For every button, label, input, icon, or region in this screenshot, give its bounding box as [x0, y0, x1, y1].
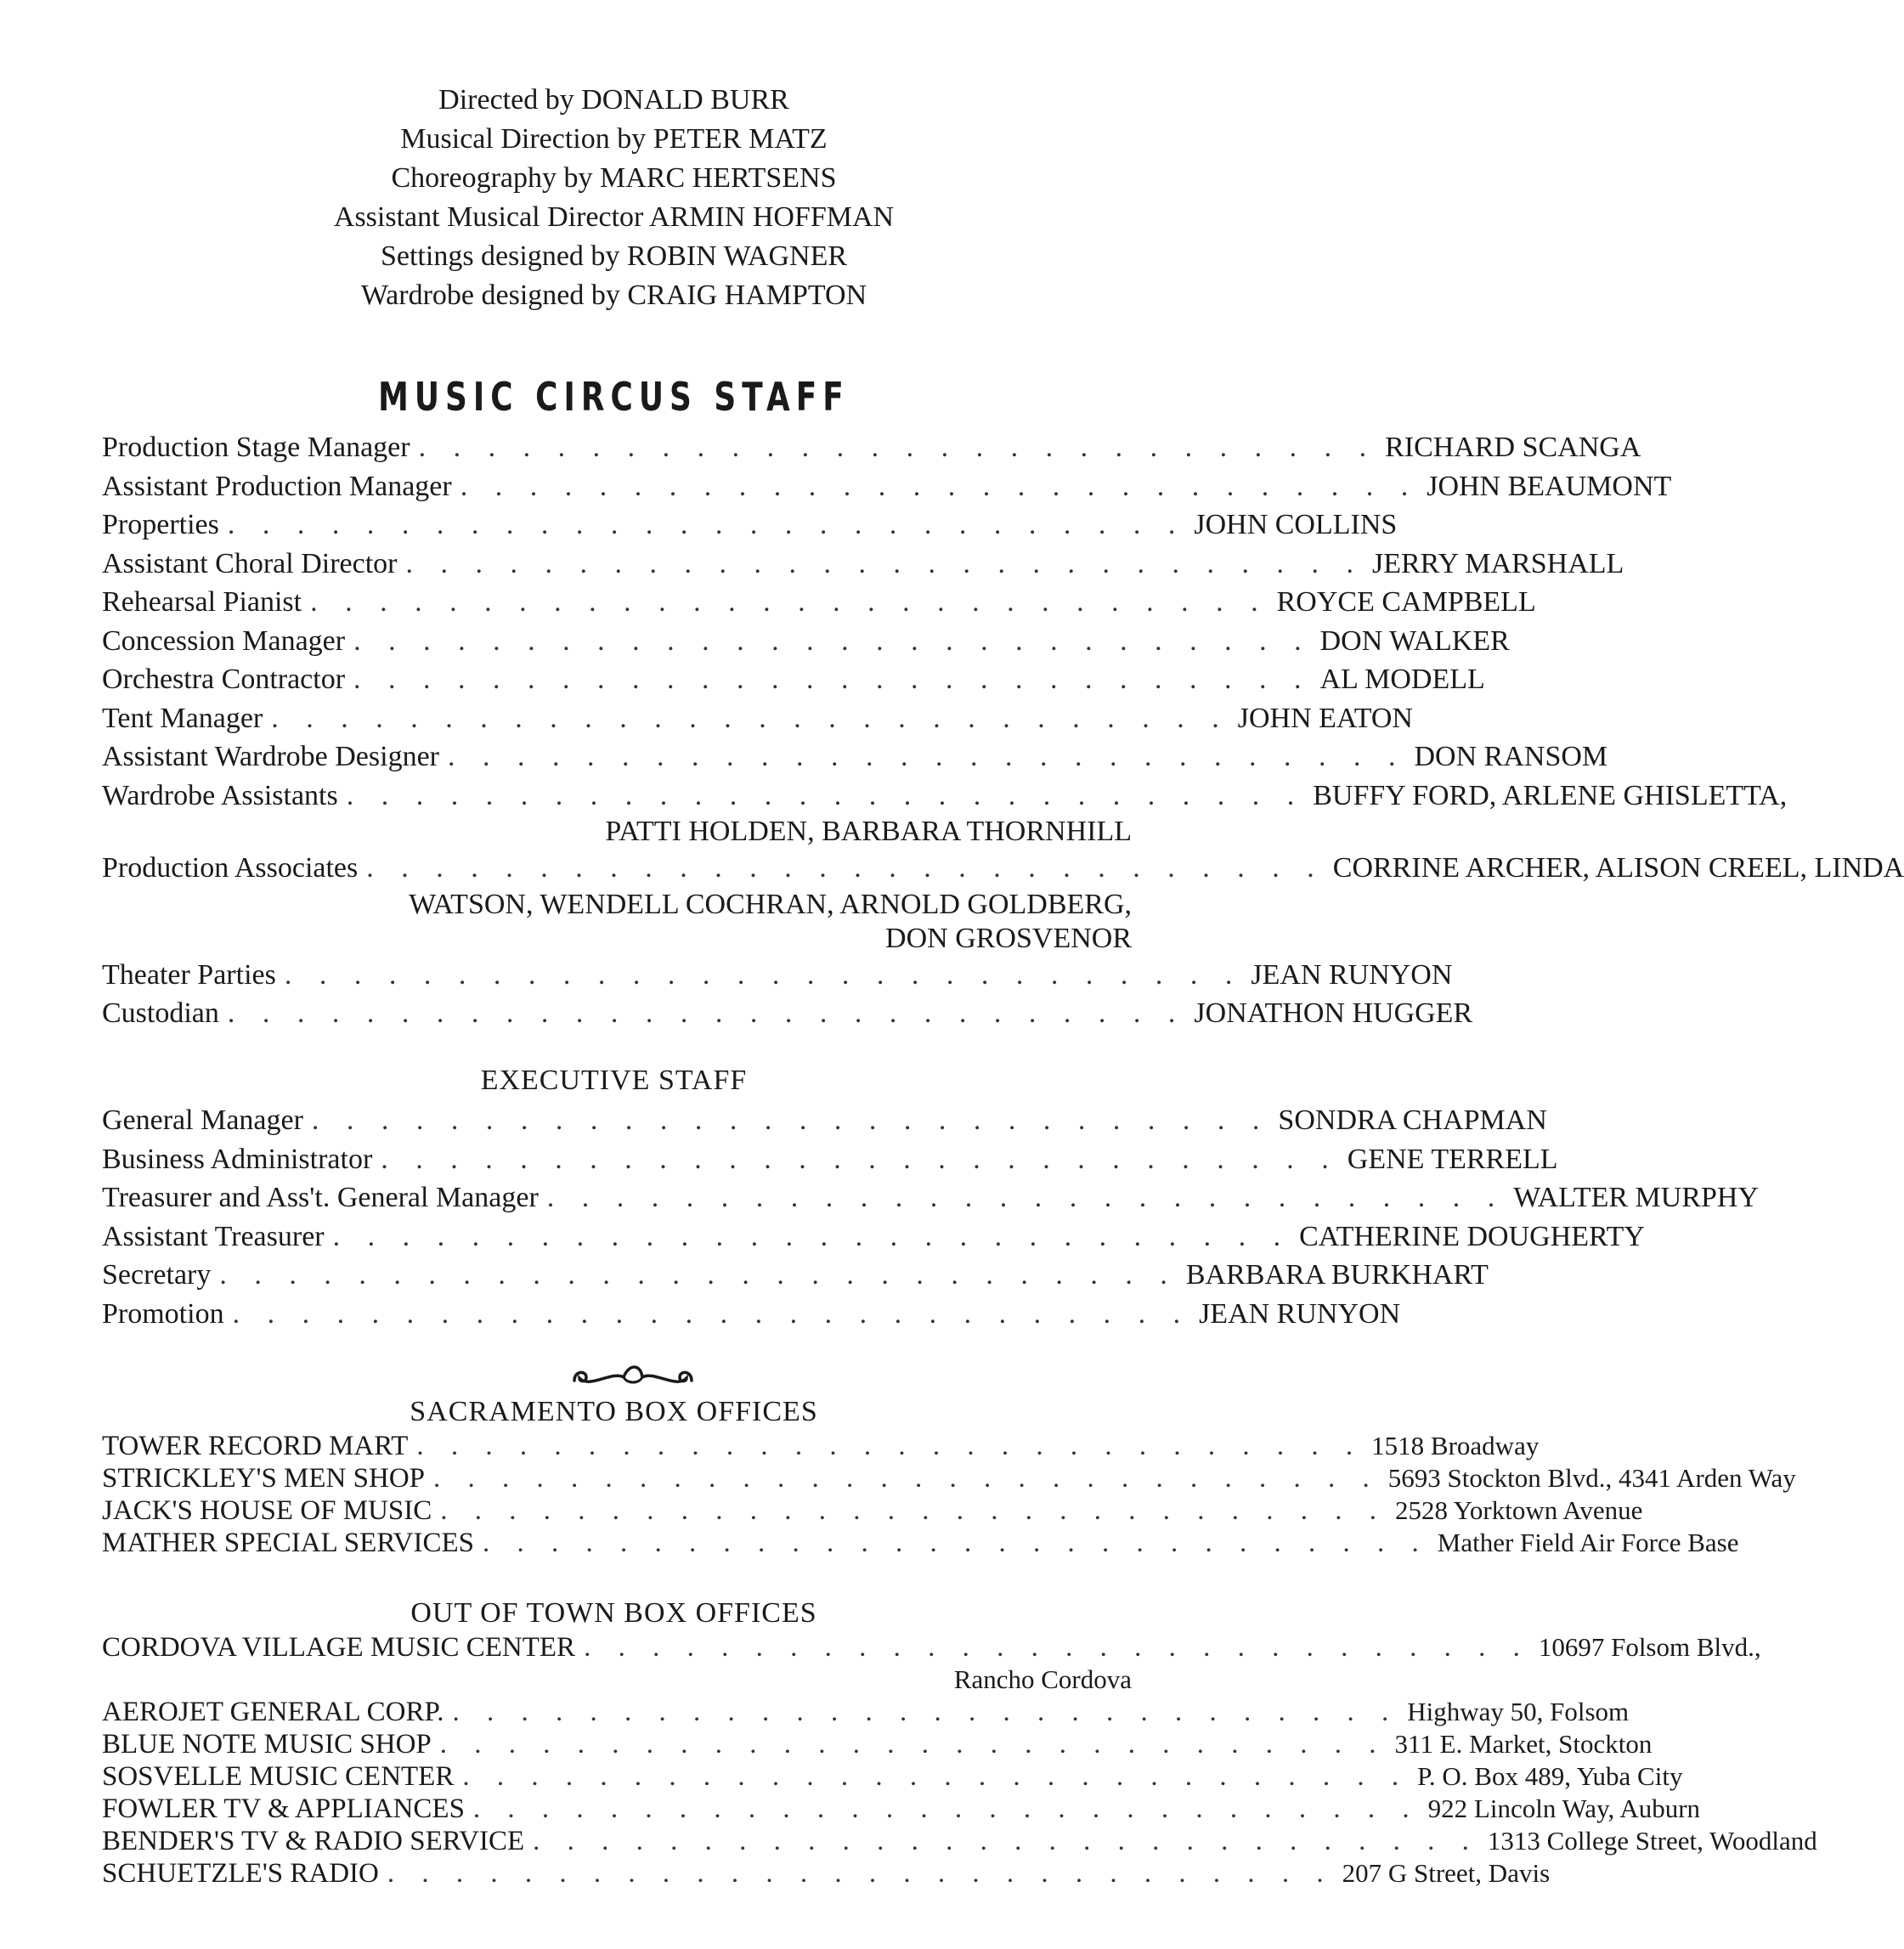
list-item [102, 1217, 1645, 1257]
item-label: SCHUETZLE'S RADIO [102, 1858, 379, 1889]
production-credits [0, 81, 1228, 315]
dot-leader: . . . . . . . . . . . . . . . . . . . . . . . . . . . . [353, 664, 1312, 695]
item-label: BENDER'S TV & RADIO SERVICE [102, 1826, 525, 1856]
item-label: AEROJET GENERAL CORP. [102, 1697, 444, 1727]
dot-leader: . . . . . . . . . . . . . . . . . . . . . . . . . . . . [462, 1761, 1410, 1792]
dot-leader: . . . . . . . . . . . . . . . . . . . . . . . . . . . . [366, 852, 1325, 884]
item-label: CORDOVA VILLAGE MUSIC CENTER [102, 1632, 576, 1663]
item-label: Properties [102, 509, 219, 540]
list-item [102, 1140, 1558, 1179]
dot-leader: . . . . . . . . . . . . . . . . . . . . . . . . . . . . [232, 1297, 1191, 1330]
music-circus-staff-list [102, 428, 1904, 1033]
item-value: BUFFY FORD, ARLENE GHISLETTA, [1313, 779, 1788, 811]
dot-leader: . . . . . . . . . . . . . . . . . . . . . . . . . . . . [227, 509, 1186, 540]
item-value-continuation: PATTI HOLDEN, BARBARA THORNHILL [605, 816, 1132, 847]
item-value: SONDRA CHAPMAN [1278, 1104, 1547, 1136]
credit-wardrobe: Wardrobe designed by CRAIG HAMPTON [360, 280, 867, 311]
item-label: Theater Parties [102, 958, 276, 991]
dot-leader: . . . . . . . . . . . . . . . . . . . . . . . . . . . . [416, 1431, 1364, 1461]
dot-leader: . . . . . . . . . . . . . . . . . . . . . . . . . . . . [353, 624, 1312, 657]
dot-leader: . . . . . . . . . . . . . . . . . . . . . . . . . . . . [227, 997, 1186, 1029]
item-value: DON WALKER [1319, 624, 1510, 657]
dot-leader: . . . . . . . . . . . . . . . . . . . . . . . . . . . . [584, 1632, 1530, 1663]
dot-leader: . . . . . . . . . . . . . . . . . . . . . . . . . . . . [311, 1104, 1270, 1136]
dot-leader: . . . . . . . . . . . . . . . . . . . . . . . . . . . . [433, 1463, 1380, 1494]
list-item [102, 1793, 1701, 1825]
item-value-continuation: WATSON, WENDELL COCHRAN, ARNOLD GOLDBERG, [409, 888, 1132, 920]
item-label: Assistant Wardrobe Designer [102, 741, 439, 772]
dot-leader: . . . . . . . . . . . . . . . . . . . . . . . . . . . . [439, 1729, 1387, 1760]
item-label: Secretary [102, 1259, 212, 1291]
item-value: P. O. Box 489, Yuba City [1417, 1761, 1683, 1791]
dot-leader: . . . . . . . . . . . . . . . . . . . . . . . . . . . . [219, 1259, 1178, 1291]
item-value: JERRY MARSHALL [1372, 547, 1624, 579]
list-item [102, 1178, 1759, 1217]
item-value: 1313 College Street, Woodland [1487, 1826, 1817, 1856]
credit-musical-direction: Musical Direction by PETER MATZ [400, 123, 828, 155]
item-value: JOHN COLLINS [1194, 509, 1398, 540]
item-label: General Manager [102, 1104, 303, 1136]
item-value: WALTER MURPHY [1513, 1182, 1759, 1213]
credit-director: Directed by DONALD BURR [438, 84, 789, 116]
item-label: Assistant Production Manager [102, 470, 452, 502]
list-item [102, 849, 1904, 888]
item-label: JACK'S HOUSE OF MUSIC [102, 1495, 432, 1526]
credit-settings: Settings designed by ROBIN WAGNER [380, 240, 848, 272]
list-item [102, 467, 1672, 506]
flourish-ornament-icon [571, 1355, 695, 1393]
list-item [102, 583, 1536, 622]
item-value: 207 G Street, Davis [1342, 1858, 1551, 1888]
item-label: Orchestra Contractor [102, 664, 346, 695]
item-label: Custodian [102, 997, 219, 1029]
list-item [102, 1462, 1796, 1494]
dot-leader: . . . . . . . . . . . . . . . . . . . . . . . . . . . . [405, 547, 1364, 579]
item-label: SOSVELLE MUSIC CENTER [102, 1761, 455, 1792]
list-item [102, 1256, 1489, 1295]
item-value: Mather Field Air Force Base [1437, 1528, 1739, 1557]
list-item [102, 1760, 1683, 1793]
item-value: JEAN RUNYON [1199, 1297, 1401, 1330]
music-circus-staff-heading: MUSIC CIRCUS STAFF [378, 374, 850, 420]
executive-staff-list [102, 1101, 1759, 1333]
list-item [102, 428, 1641, 467]
executive-staff-heading: EXECUTIVE STAFF [480, 1065, 748, 1096]
out-of-town-box-offices-list [102, 1631, 1817, 1890]
dot-leader: . . . . . . . . . . . . . . . . . . . . . . . . . . . . [448, 741, 1406, 772]
dot-leader: . . . . . . . . . . . . . . . . . . . . . . . . . . . . [332, 1220, 1291, 1252]
dot-leader: . . . . . . . . . . . . . . . . . . . . . . . . . . . . [387, 1858, 1334, 1889]
item-label: BLUE NOTE MUSIC SHOP [102, 1729, 432, 1760]
sacramento-box-offices-list [102, 1430, 1796, 1559]
item-label: Promotion [102, 1297, 224, 1330]
dot-leader: . . . . . . . . . . . . . . . . . . . . . . . . . . . . [460, 470, 1419, 502]
list-item [102, 1430, 1540, 1462]
item-label: Business Administrator [102, 1143, 373, 1175]
item-label: MATHER SPECIAL SERVICES [102, 1528, 475, 1558]
dot-leader: . . . . . . . . . . . . . . . . . . . . . . . . . . . . [310, 586, 1268, 618]
dot-leader: . . . . . . . . . . . . . . . . . . . . . . . . . . . . [440, 1495, 1387, 1526]
item-value: JOHN EATON [1237, 702, 1413, 734]
list-item [102, 506, 1398, 545]
item-value: 2528 Yorktown Avenue [1395, 1495, 1643, 1525]
item-label: TOWER RECORD MART [102, 1431, 409, 1461]
item-value: 10697 Folsom Blvd., [1538, 1632, 1761, 1662]
item-label: Assistant Choral Director [102, 547, 398, 579]
list-item [102, 1101, 1547, 1140]
item-label: Tent Manager [102, 702, 263, 734]
item-label: STRICKLEY'S MEN SHOP [102, 1463, 425, 1494]
dot-leader: . . . . . . . . . . . . . . . . . . . . . . . . . . . . [546, 1182, 1506, 1213]
list-item [102, 777, 1788, 816]
list-item [102, 622, 1510, 661]
item-value: GENE TERRELL [1347, 1143, 1558, 1175]
item-value: 1518 Broadway [1371, 1431, 1540, 1460]
dot-leader: . . . . . . . . . . . . . . . . . . . . . . . . . . . . [381, 1143, 1339, 1175]
item-value: JONATHON HUGGER [1194, 997, 1473, 1029]
list-item [102, 1631, 1761, 1664]
dot-leader: . . . . . . . . . . . . . . . . . . . . . . . . . . . . [472, 1794, 1420, 1824]
list-item [102, 1857, 1551, 1890]
item-value: JEAN RUNYON [1251, 958, 1453, 991]
item-label: FOWLER TV & APPLIANCES [102, 1794, 465, 1824]
sacramento-box-offices-heading: SACRAMENTO BOX OFFICES [410, 1396, 818, 1427]
dot-leader: . . . . . . . . . . . . . . . . . . . . . . . . . . . . [271, 702, 1229, 734]
list-item [102, 699, 1413, 738]
credit-assistant-musical-director: Assistant Musical Director ARMIN HOFFMAN [333, 201, 895, 233]
item-label: Rehearsal Pianist [102, 586, 302, 618]
dot-leader: . . . . . . . . . . . . . . . . . . . . . . . . . . . . [284, 958, 1243, 991]
item-label: Treasurer and Ass't. General Manager [102, 1182, 539, 1213]
list-item [102, 1527, 1739, 1559]
item-value: 922 Lincoln Way, Auburn [1427, 1794, 1701, 1823]
item-value: Highway 50, Folsom [1407, 1697, 1630, 1726]
dot-leader: . . . . . . . . . . . . . . . . . . . . . . . . . . . . [483, 1528, 1429, 1558]
item-value: 311 E. Market, Stockton [1394, 1729, 1653, 1759]
item-value-continuation: DON GROSVENOR [885, 922, 1132, 954]
list-item [102, 545, 1624, 584]
item-value: CATHERINE DOUGHERTY [1299, 1220, 1645, 1252]
item-label: Production Stage Manager [102, 432, 410, 463]
dot-leader: . . . . . . . . . . . . . . . . . . . . . . . . . . . . [346, 779, 1305, 811]
dot-leader: . . . . . . . . . . . . . . . . . . . . . . . . . . . . [533, 1826, 1479, 1856]
credit-choreography: Choreography by MARC HERTSENS [391, 162, 837, 194]
item-value: JOHN BEAUMONT [1427, 470, 1672, 502]
item-value-continuation: Rancho Cordova [953, 1664, 1132, 1694]
item-value: CORRINE ARCHER, ALISON CREEL, LINDA [1332, 852, 1904, 884]
item-label: Concession Manager [102, 624, 346, 657]
item-value: RICHARD SCANGA [1385, 432, 1641, 463]
item-value: ROYCE CAMPBELL [1276, 586, 1536, 618]
item-label: Wardrobe Assistants [102, 779, 338, 811]
item-value: BARBARA BURKHART [1185, 1259, 1489, 1291]
list-item [102, 1295, 1401, 1334]
list-item [102, 1696, 1630, 1728]
item-label: Assistant Treasurer [102, 1220, 325, 1252]
list-item [102, 1825, 1817, 1857]
list-item [102, 737, 1608, 777]
list-item [102, 1494, 1643, 1527]
list-item [102, 994, 1473, 1033]
out-of-town-box-offices-heading: OUT OF TOWN BOX OFFICES [410, 1597, 817, 1629]
dot-leader: . . . . . . . . . . . . . . . . . . . . . . . . . . . . [418, 432, 1377, 463]
list-item [102, 1728, 1653, 1760]
list-item [102, 660, 1485, 699]
item-value: AL MODELL [1319, 664, 1485, 695]
item-value: DON RANSOM [1414, 741, 1608, 772]
item-label: Production Associates [102, 852, 359, 884]
item-value: 5693 Stockton Blvd., 4341 Arden Way [1387, 1463, 1796, 1493]
dot-leader: . . . . . . . . . . . . . . . . . . . . . . . . . . . . [452, 1697, 1399, 1727]
list-item [102, 956, 1453, 995]
